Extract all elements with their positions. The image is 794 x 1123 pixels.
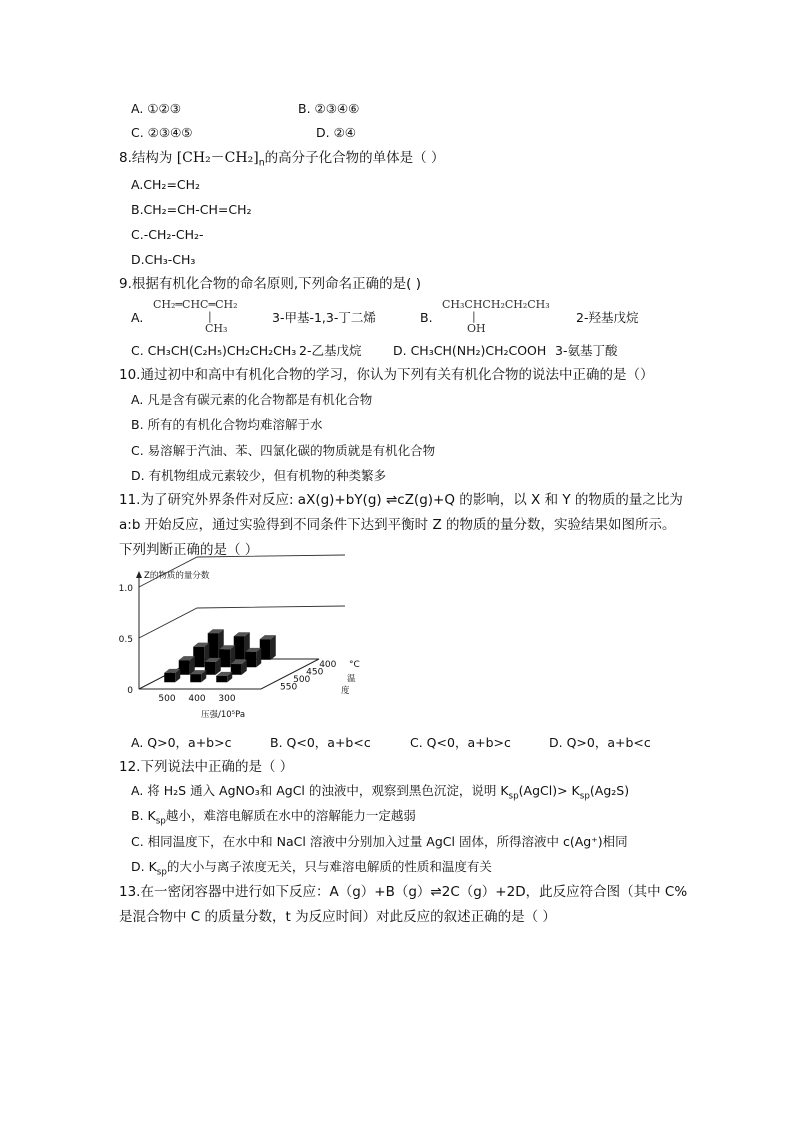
q12-b-pre: B. K xyxy=(131,808,156,823)
q12-option-b[interactable] xyxy=(131,808,416,827)
q12-b-sp: sp xyxy=(155,816,166,827)
chart-z-tick-label: 450 xyxy=(306,667,324,678)
q10-option-b[interactable]: B. 所有的有机化合物均难溶解于水 xyxy=(131,417,323,432)
chart-z-label-2: 度 xyxy=(341,686,350,696)
chart-y-tick-label: 0 xyxy=(127,686,133,696)
q9-option-a-label[interactable]: A. xyxy=(131,310,144,325)
q12-d-sp: sp xyxy=(156,867,167,878)
chart-bar xyxy=(260,639,271,660)
q9-d-name: 3-氨基丁酸 xyxy=(555,343,618,358)
q9-a-name: 3-甲基-1,3-丁二烯 xyxy=(272,310,376,325)
chart-bar xyxy=(190,674,201,682)
q8-stem-pre: 8.结构为 xyxy=(119,150,173,166)
chart-bar xyxy=(216,676,227,682)
q11-option-b[interactable]: B. Q<0，a+b<c xyxy=(270,735,371,750)
chart-bar xyxy=(205,662,216,675)
q12-a-sp1: sp xyxy=(508,791,519,802)
q7-option-a[interactable]: A. ①②③ xyxy=(131,101,181,116)
q12-option-d[interactable] xyxy=(131,859,492,878)
chart-bar xyxy=(219,649,230,667)
q11-stem-line2: a:b 开始反应，通过实验得到不同条件下达到平衡时 Z 的物质的量分数，实验结果如图所示。 xyxy=(119,517,676,533)
chart-bar xyxy=(245,652,256,667)
chart-bar xyxy=(164,673,175,682)
chart-bar xyxy=(231,664,242,675)
chart-y-tick-label: 1.0 xyxy=(118,584,133,594)
chart-z-unit: °C xyxy=(349,660,360,670)
chart-x-axis-label: 压强/10⁵Pa xyxy=(201,710,246,720)
q9-a-structure-bar: | xyxy=(208,310,212,323)
q12-option-a[interactable] xyxy=(131,783,629,802)
q11-stem-line3: 下列判断正确的是（ ） xyxy=(119,542,259,558)
q8-option-b[interactable]: B.CH₂=CH-CH=CH₂ xyxy=(131,202,252,217)
q9-a-structure-top: CH₂═CHC═CH₂ xyxy=(153,298,238,311)
q13-stem-line2: 是混合物中 C 的质量分数，t 为反应时间）对此反应的叙述正确的是（ ） xyxy=(119,909,556,925)
q9-b-structure-bar: | xyxy=(472,310,476,323)
q8-option-a[interactable]: A.CH₂=CH₂ xyxy=(131,177,201,192)
q10-option-a[interactable]: A. 凡是含有碳元素的化合物都是有机化合物 xyxy=(131,392,373,407)
q12-a-sp2: sp xyxy=(579,791,590,802)
q12-a-end: (Ag₂S) xyxy=(589,783,630,798)
q9-option-d[interactable]: D. CH₃CH(NH₂)CH₂COOH xyxy=(393,343,547,358)
q10-option-c[interactable]: C. 易溶解于汽油、苯、四氯化碳的物质就是有机化合物 xyxy=(131,443,436,458)
q12-stem: 12.下列说法中正确的是（ ） xyxy=(119,759,294,775)
chart-x-tick-label: 500 xyxy=(158,694,176,704)
chart-bar xyxy=(208,633,219,660)
q11-option-d[interactable]: D. Q>0，a+b<c xyxy=(549,735,651,750)
q9-option-b-label[interactable]: B. xyxy=(420,310,433,325)
q9-c-name: 2-乙基戊烷 xyxy=(299,343,362,358)
chart-x-tick-label: 400 xyxy=(188,694,206,704)
chart-y-axis-arrow xyxy=(136,571,142,578)
q12-a-text: A. 将 H₂S 通入 AgNO₃和 AgCl 的浊液中，观察到黑色沉淀，说明 K xyxy=(131,783,509,798)
chart-bar xyxy=(234,636,245,660)
chart-bar-side xyxy=(271,635,276,660)
q8-stem xyxy=(119,150,444,169)
chart-z-tick-label: 550 xyxy=(280,682,298,693)
q7-option-c[interactable]: C. ②③④⑤ xyxy=(131,125,193,140)
chart-z-tick-label: 500 xyxy=(293,675,311,685)
q9-b-structure-bottom: OH xyxy=(467,322,486,335)
q11-3d-bar-chart xyxy=(115,566,360,724)
q8-stem-post: 的高分子化合物的单体是（ ） xyxy=(264,150,445,166)
q8-option-c[interactable]: C.-CH₂-CH₂- xyxy=(131,227,204,242)
q12-b-post: 越小，难溶电解质在水中的溶解能力一定越弱 xyxy=(165,808,416,823)
q9-option-c[interactable]: C. CH₃CH(C₂H₅)CH₂CH₂CH₃ xyxy=(131,343,297,358)
q8-polymer-formula: [CH₂－CH₂] xyxy=(176,150,259,166)
q11-stem-line1: 11.为了研究外界条件对反应: aX(g)+bY(g) ⇌cZ(g)+Q 的影响，以 X 和 Y 的物质的量之比为 xyxy=(119,492,683,508)
q11-option-c[interactable]: C. Q<0，a+b>c xyxy=(410,735,511,750)
q10-stem: 10.通过初中和高中有机化合物的学习，你认为下列有关有机化合物的说法中正确的是（） xyxy=(119,367,654,383)
q7-option-d[interactable]: D. ②④ xyxy=(316,125,356,140)
q12-a-mid: (AgCl)> K xyxy=(518,783,580,798)
q9-a-structure-bottom: CH₃ xyxy=(205,322,228,335)
q12-d-pre: D. K xyxy=(131,859,157,874)
q9-stem: 9.根据有机化合物的命名原则,下列命名正确的是( ) xyxy=(119,276,421,292)
chart-bar xyxy=(179,660,190,675)
chart-z-tick-label: 400 xyxy=(319,660,337,670)
q7-option-b[interactable]: B. ②③④⑥ xyxy=(298,101,360,116)
q9-b-structure-top: CH₃CHCH₂CH₂CH₃ xyxy=(442,298,550,311)
chart-z-label-1: 温 xyxy=(347,674,356,684)
q12-option-c[interactable]: C. 相同温度下，在水中和 NaCl 溶液中分别加入过量 AgCl 固体，所得溶液中 c(Ag⁺)相同 xyxy=(131,834,628,849)
chart-y-tick-label: 0.5 xyxy=(118,635,133,645)
q13-stem-line1: 13.在一密闭容器中进行如下反应：A（g）+B（g）⇌2C（g）+2D，此反应符合图（其中 C% xyxy=(119,884,688,900)
q11-option-a[interactable]: A. Q>0，a+b>c xyxy=(131,735,232,750)
q10-option-d[interactable]: D. 有机物组成元素较少，但有机物的种类繁多 xyxy=(131,468,387,483)
q8-polymer-n: n xyxy=(258,157,265,169)
chart-bar xyxy=(193,647,204,668)
q12-d-post: 的大小与离子浓度无关，只与难溶电解质的性质和温度有关 xyxy=(166,859,492,874)
chart-x-tick-label: 300 xyxy=(218,694,236,704)
q9-b-name: 2-羟基戊烷 xyxy=(576,310,639,325)
q8-option-d[interactable]: D.CH₃-CH₃ xyxy=(131,252,196,267)
chart-y-axis-label: Z的物质的量分数 xyxy=(144,571,210,581)
